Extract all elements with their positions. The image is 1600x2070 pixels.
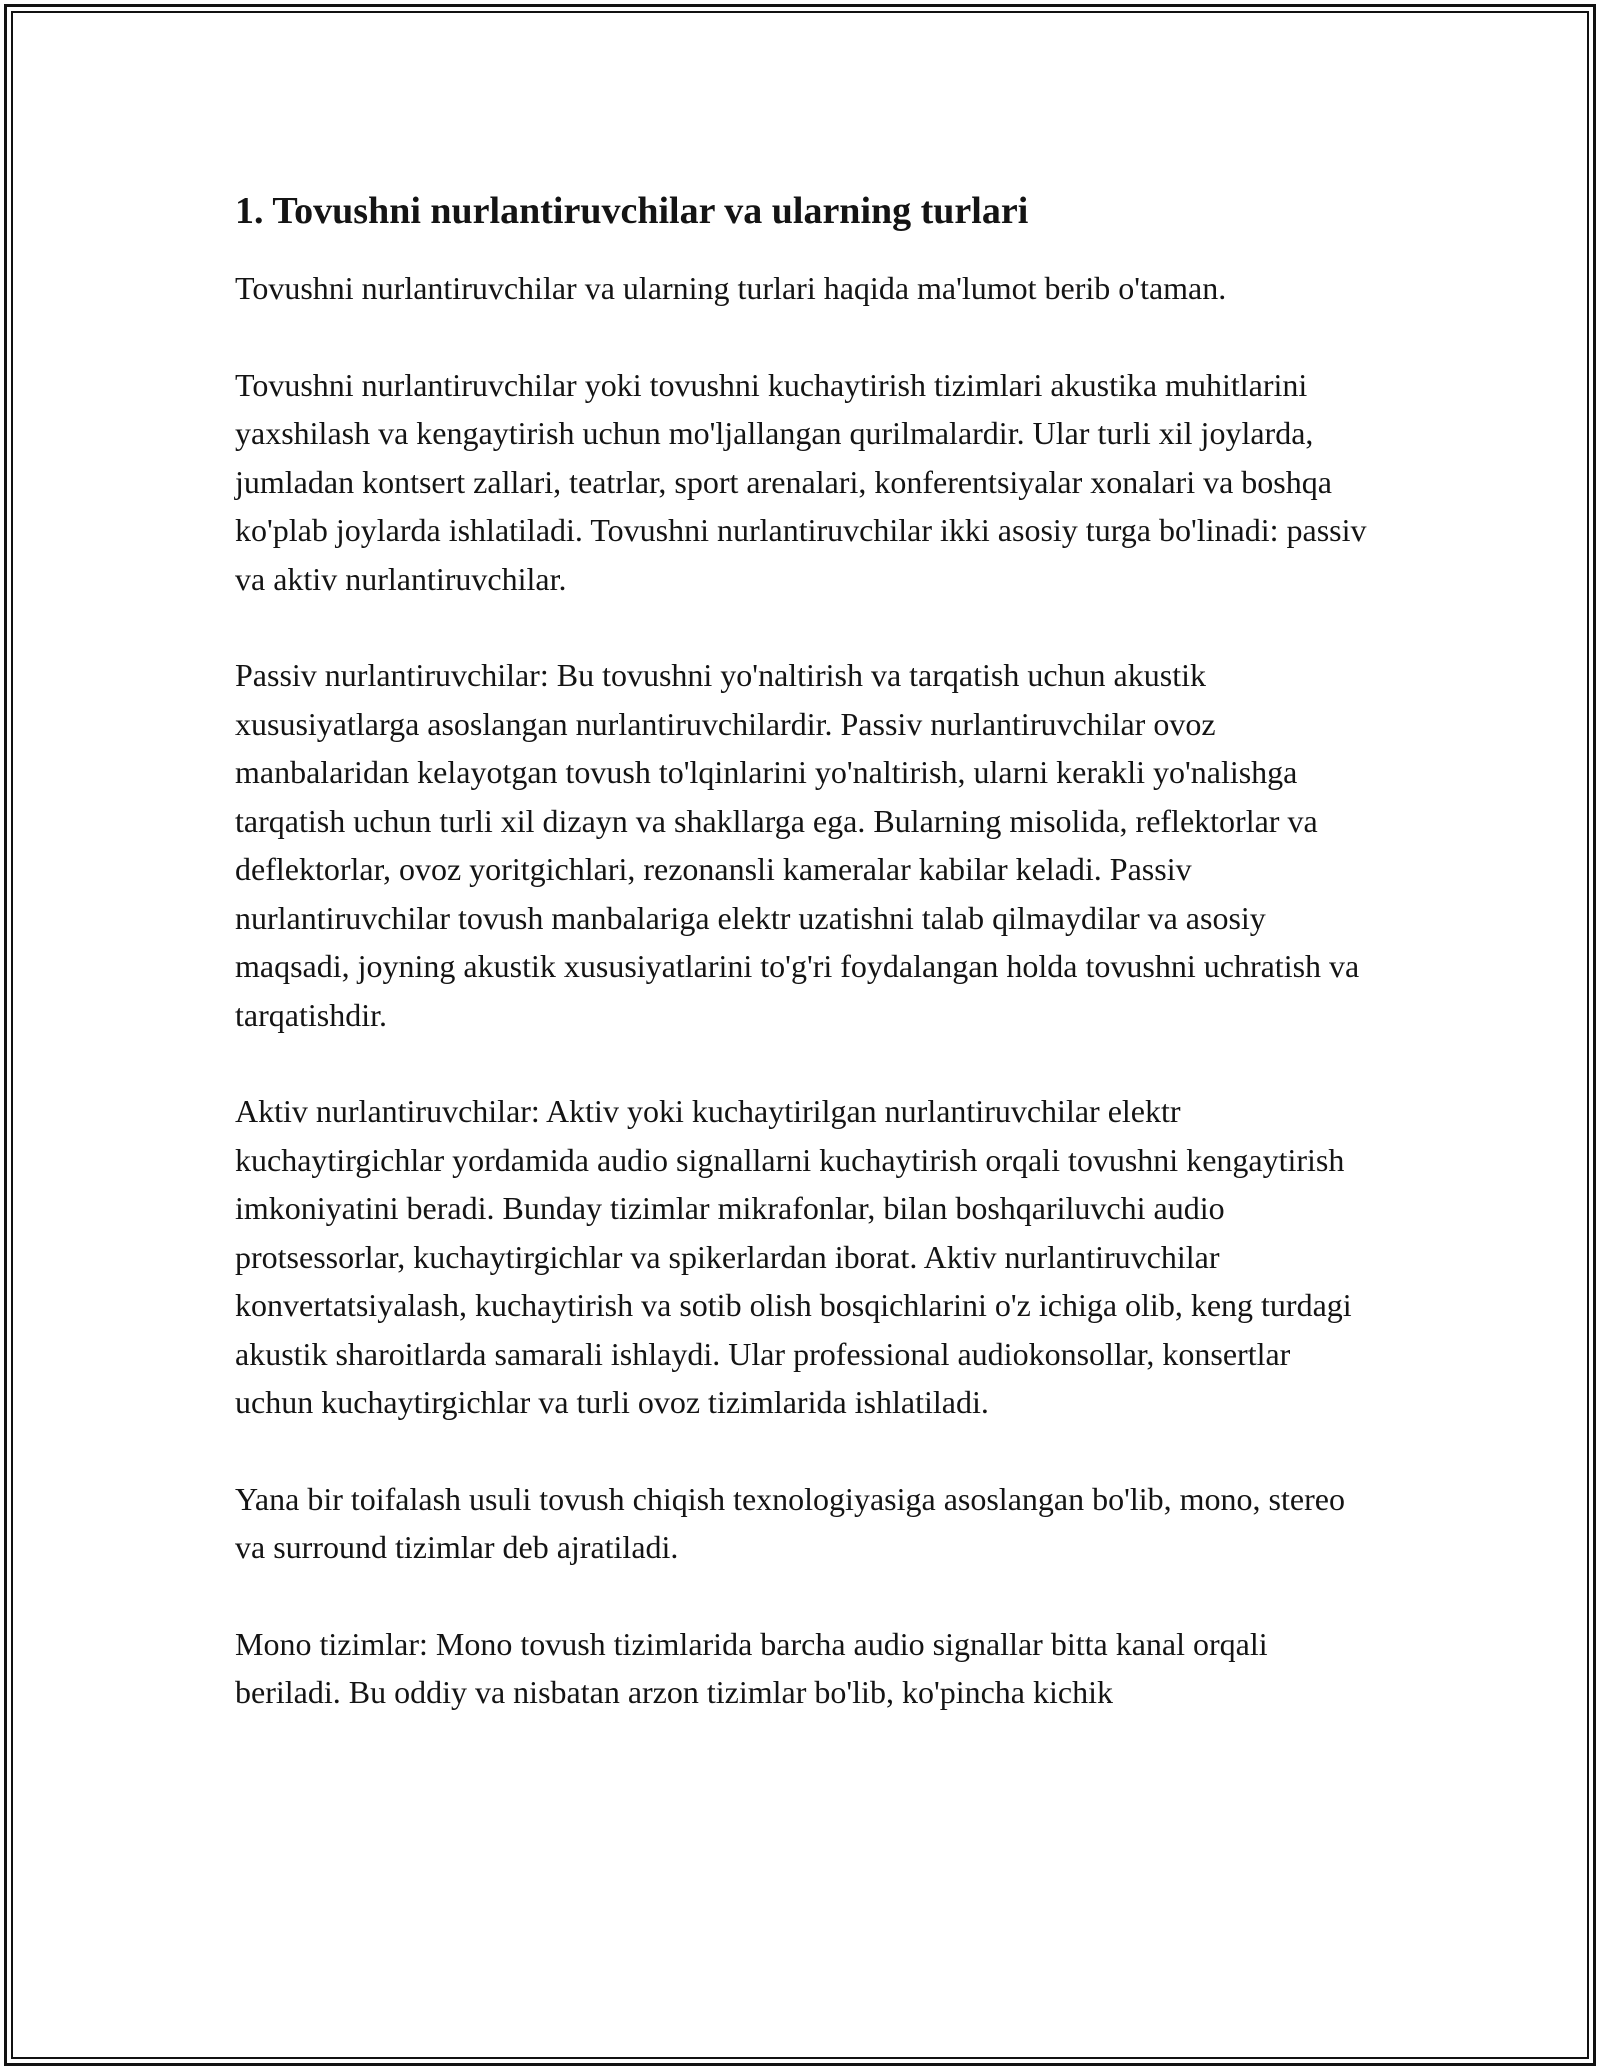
document-body (235, 186, 1375, 1717)
paragraph-classification: Yana bir toifalash usuli tovush chiqish texnologiyasiga asoslangan bo'lib, mono, stereo va surround tizimlar deb ajratiladi. (235, 1480, 1345, 1565)
document-title: 1. Tovushni nurlantiruvchilar va ularning turlari (235, 190, 1029, 232)
paragraph-mono: Mono tizimlar: Mono tovush tizimlarida barcha audio signallar bitta kanal orqali beriladi. Bu oddiy va nisbatan arzon tizimlar bo'lib, ko'pincha kichik (235, 1625, 1268, 1710)
paragraph-overview: Tovushni nurlantiruvchilar yoki tovushni kuchaytirish tizimlari akustika muhitlarini yaxshilash va kengaytirish uchun mo'ljallangan qurilmalardir. Ular turli xil joylarda, jumladan kontsert zallari, teatrlar, sport arenalari, konferentsiyalar xonalari va boshqa ko'plab joylarda ishlatiladi. Tovushni nurlantiruvchilar ikki asosiy turga bo'linadi: passiv va aktiv nurlantiruvchilar. (235, 366, 1367, 597)
paragraph-active: Aktiv nurlantiruvchilar: Aktiv yoki kuchaytirilgan nurlantiruvchilar elektr kuchaytirgichlar yordamida audio signallarni kuchaytirish orqali tovushni kengaytirish imkoniyatini beradi. Bunday tizimlar mikrafonlar, bilan boshqariluvchi audio protsessorlar, kuchaytirgichlar va spikerlardan iborat. Aktiv nurlantiruvchilar konvertatsiyalash, kuchaytirish va sotib olish bosqichlarini o'z ichiga olib, keng turdagi akustik sharoitlarda samarali ishlaydi. Ular professional audiokonsollar, konsertlar uchun kuchaytirgichlar va turli ovoz tizimlarida ishlatiladi. (235, 1093, 1352, 1420)
paragraph-passive: Passiv nurlantiruvchilar: Bu tovushni yo'naltirish va tarqatish uchun akustik xususiyatlarga asoslangan nurlantiruvchilardir. Passiv nurlantiruvchilar ovoz manbalaridan kelayotgan tovush to'lqinlarini yo'naltirish, ularni kerakli yo'nalishga tarqatish uchun turli xil dizayn va shakllarga ega. Bularning misolida, reflektorlar va deflektorlar, ovoz yoritgichlari, rezonansli kameralar kabilar keladi. Passiv nurlantiruvchilar tovush manbalariga elektr uzatishni talab qilmaydilar va asosiy maqsadi, joyning akustik xususiyatlarini to'g'ri foydalangan holda tovushni uchratish va tarqatishdir. (235, 657, 1360, 1033)
paragraph-intro: Tovushni nurlantiruvchilar va ularning turlari haqida ma'lumot berib o'taman. (235, 270, 1227, 306)
